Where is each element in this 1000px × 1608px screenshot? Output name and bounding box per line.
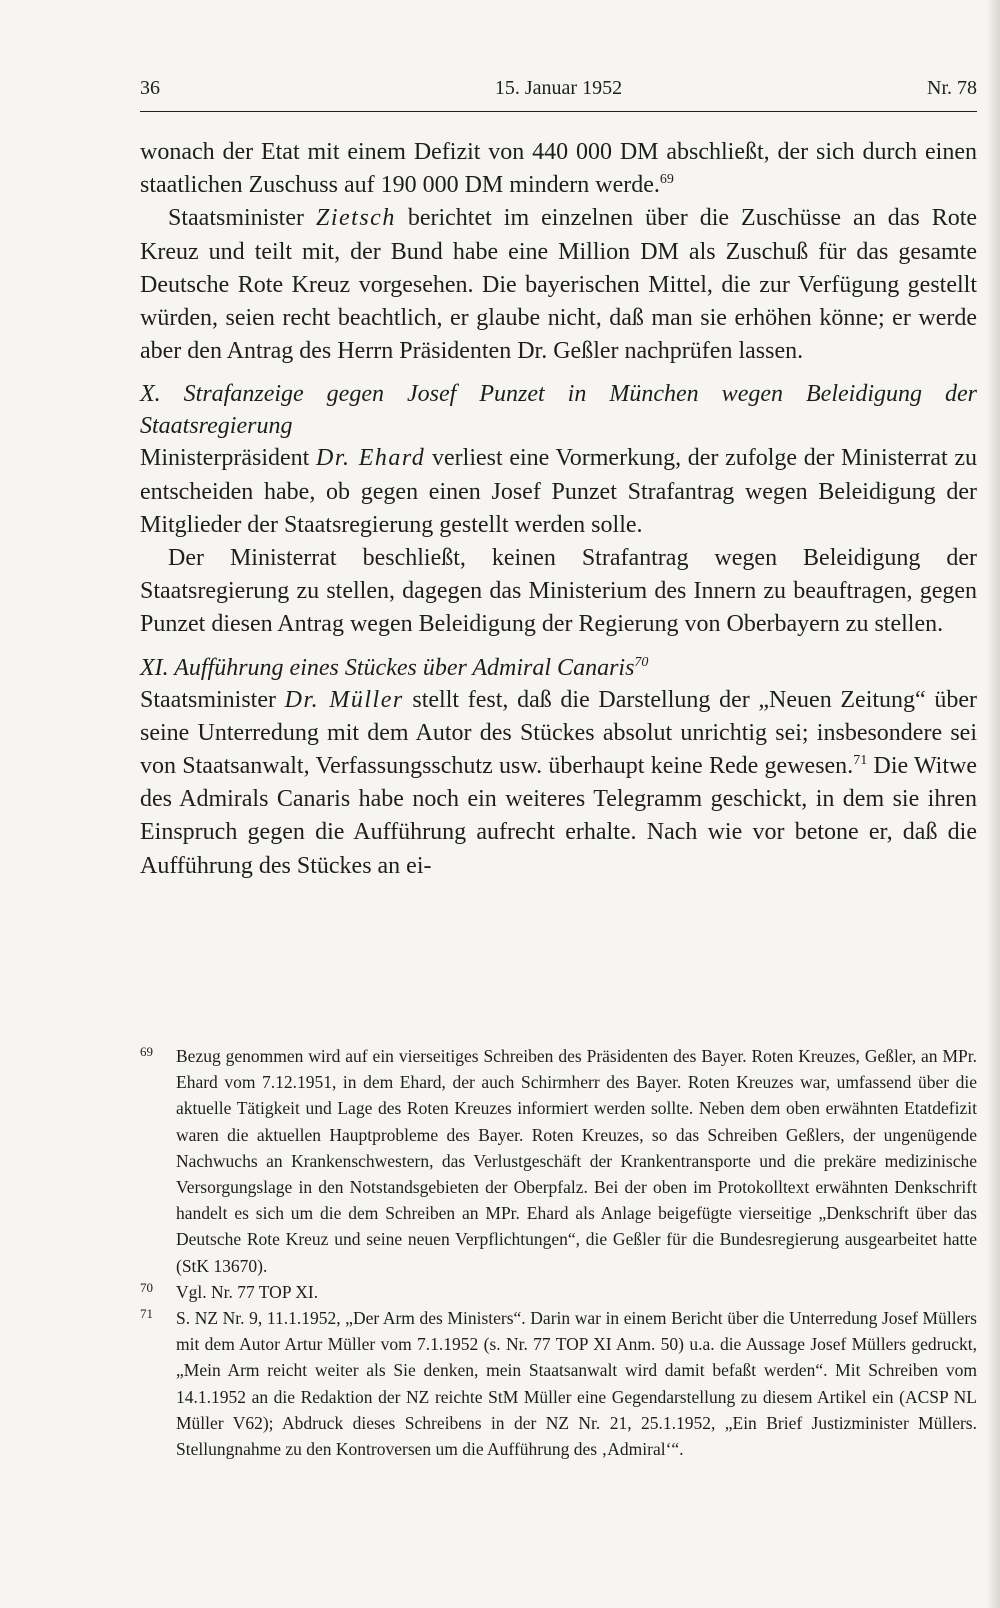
paragraph-text: verliest eine Vormerkung, der zufolge der Ministerrat zu entscheiden habe, ob gegen einen Josef Punzet Strafantrag wegen Beleidigung der Mitglieder der Staatsregierung gestellt werden solle. bbox=[140, 445, 978, 538]
header-rule bbox=[140, 111, 977, 112]
footnote-ref-70[interactable]: 70 bbox=[634, 654, 649, 670]
footnote-number: 69 bbox=[140, 1044, 153, 1059]
paragraph-zietsch bbox=[140, 202, 977, 368]
footnotes bbox=[140, 1043, 977, 1462]
footnote-text: Vgl. Nr. 77 TOP XI. bbox=[176, 1281, 319, 1302]
speaker-title: Staatsminister bbox=[140, 686, 276, 713]
speaker-name: Zietsch bbox=[316, 205, 396, 232]
paragraph-mueller bbox=[140, 684, 977, 883]
paragraph-text: stellt fest, daß die Darstellung der „Neuen Zeitung“ über seine Unterredung mit dem Autor des Stückes absolut unrichtig sei; insbesondere sei von Staatsanwalt, Verfassungsschutz usw. überhaupt keine Rede gewesen. bbox=[140, 686, 978, 780]
footnote-69 bbox=[140, 1043, 977, 1279]
footnote-text: Bezug genommen wird auf ein vierseitiges Schreiben des Präsidenten des Bayer. Roten Kreuzes, Geßler, an MPr. Ehard vom 7.12.1951, in dem Ehard, der auch Schirmherr des Bayer. Roten Kreuzes war, umfassend über die aktuelle Tätigkeit und Lage des Roten Kreuzes informiert werden sollte. Neben dem oben erwähnten Etatdefizit waren die aktuellen Hauptprobleme des Bayer. Roten Kreuzes, so das Schreiben Geßlers, der ungenügende Nachwuchs an Krankenschwestern, das Verlustgeschäft der Krankentransporte und die prekäre medizinische Versorgungslage in den Notstandsgebieten der Oberpfalz. Bei der oben im Protokolltext erwähnten Denkschrift handelt es sich um die dem Schreiben an MPr. Ehard als Anlage beigefügte vierseitige „Denkschrift über das Deutsche Rote Kreuz und seine neuen Verpflichtungen“, die Geßler für die Bundesregierung ausgearbeitet hatte (StK 13670). bbox=[176, 1046, 977, 1276]
page-number: 36 bbox=[140, 77, 160, 99]
speaker-title: Ministerpräsident bbox=[140, 445, 310, 472]
paragraph-etat bbox=[140, 136, 977, 202]
footnote-71 bbox=[140, 1305, 977, 1462]
speaker-name: Dr. Müller bbox=[284, 686, 404, 713]
footnote-number: 71 bbox=[140, 1306, 153, 1322]
footnote-ref-69[interactable]: 69 bbox=[659, 172, 674, 188]
section-heading-xi bbox=[140, 652, 977, 684]
running-header bbox=[140, 77, 977, 107]
footnote-number: 70 bbox=[140, 1279, 153, 1295]
main-text bbox=[140, 136, 977, 883]
paragraph-beschluss: Der Ministerrat beschließt, keinen Strafantrag wegen Beleidigung der Staatsregierung zu stellen, dagegen das Ministerium des Innern zu beauftragen, gegen Punzet diesen Antrag wegen Beleidigung der Regierung von Oberbayern zu stellen. bbox=[140, 545, 977, 638]
speaker-name: Dr. Ehard bbox=[316, 445, 426, 472]
paragraph-ehard bbox=[140, 442, 977, 542]
header-date: 15. Januar 1952 bbox=[494, 77, 623, 99]
document-number: Nr. 78 bbox=[927, 77, 977, 99]
paragraph-text-continued: Die Witwe des Admirals Canaris habe noch ein weiteres Telegramm geschickt, in dem sie ihren Einspruch gegen die Aufführung aufrecht erhalte. Nach wie vor betone er, daß die Aufführung des Stückes an ei- bbox=[140, 753, 978, 879]
speaker-title: Staatsminister bbox=[168, 205, 304, 232]
heading-text: XI. Aufführung eines Stückes über Admiral Canaris bbox=[140, 654, 635, 681]
footnote-text: S. NZ Nr. 9, 11.1.1952, „Der Arm des Ministers“. Darin war in einem Bericht über die Unterredung Josef Müllers mit dem Autor Artur Müller vom 7.1.1952 (s. Nr. 77 TOP XI Anm. 50) u.a. die Aussage Josef Müllers gedruckt, „Mein Arm reicht weiter als Sie denken, mein Staatsanwalt wird damit befaßt werden“. Mit Schreiben vom 14.1.1952 an die Redaktion der NZ reichte StM Müller eine Gegendarstellung zu diesem Artikel ein (ACSP NL Müller V62); Abdruck dieses Schreibens in der NZ Nr. 21, 25.1.1952, „Ein Brief Justizminister Müllers. Stellungnahme zu den Kontroversen um die Aufführung des ‚Admiral‘“. bbox=[176, 1308, 977, 1460]
footnote-ref-71[interactable]: 71 bbox=[853, 753, 868, 769]
footnote-70 bbox=[140, 1279, 977, 1305]
paragraph-text: wonach der Etat mit einem Defizit von 440 000 DM abschließt, der sich durch einen staatlichen Zuschuss auf 190 000 DM mindern werde. bbox=[140, 139, 977, 199]
section-heading-x: X. Strafanzeige gegen Josef Punzet in München wegen Beleidigung der Staatsregierung bbox=[140, 381, 977, 440]
page-edge-shadow bbox=[986, 0, 1000, 1608]
paragraph-text: berichtet im einzelnen über die Zuschüsse an das Rote Kreuz und teilt mit, der Bund habe eine Million DM als Zuschuß für das gesamte Deutsche Rote Kreuz vorgesehen. Die bayerischen Mittel, die zur Verfügung gestellt würden, seien recht beachtlich, er glaube nicht, daß man sie erhöhen könne; er werde aber den Antrag des Herrn Präsidenten Dr. Geßler nachprüfen lassen. bbox=[140, 205, 978, 365]
